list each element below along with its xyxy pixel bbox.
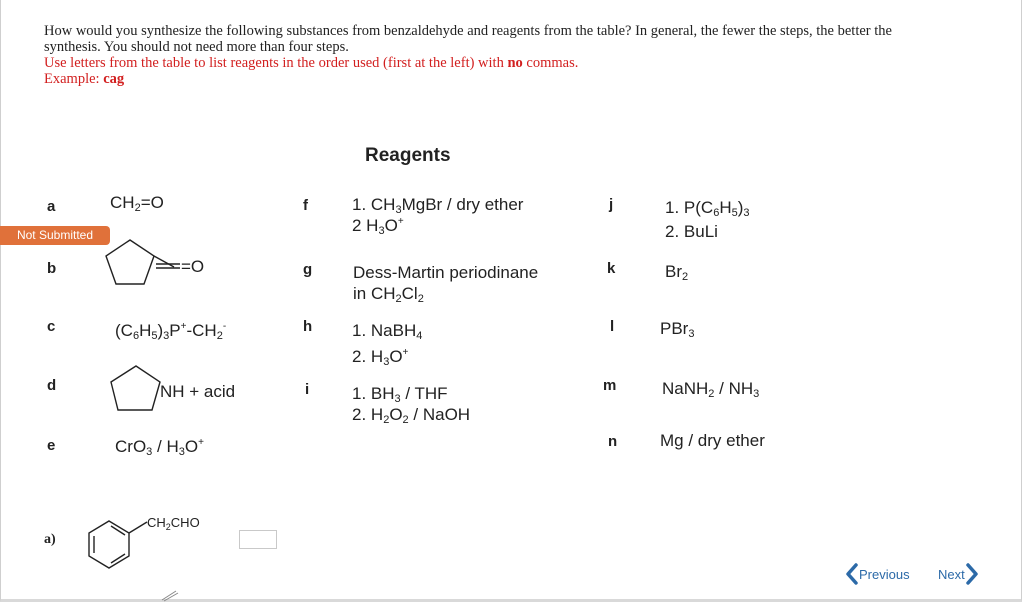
- chevron-left-icon: [845, 563, 859, 585]
- reagent-h: [352, 320, 422, 367]
- question-line-2: synthesis. You should not need more than four steps.: [44, 39, 349, 55]
- pyrrolidine-ring: [111, 366, 160, 410]
- reagents-title: Reagents: [365, 145, 451, 166]
- letter-e: e: [47, 437, 56, 454]
- reagent-f-line-2: 2 $H_3O^+$: [352, 216, 404, 237]
- cyclopentane-ring: [106, 240, 154, 284]
- letter-h: h: [303, 318, 313, 335]
- reagent-j-line-2: 2. BuLi: [665, 222, 718, 241]
- next-label: Next: [938, 566, 965, 582]
- answer-input-a[interactable]: [239, 530, 277, 549]
- reagent-k: $Br_2$: [665, 262, 689, 283]
- reagent-i-line-2: 2. $H_2O_2$ / NaOH: [352, 405, 471, 426]
- reagent-l: PBr$_3$: [660, 319, 695, 340]
- previous-button[interactable]: [845, 563, 910, 585]
- reagent-b-oxygen: =O: [181, 257, 205, 276]
- reagent-h-line-2: 2. $H_3O^+$: [352, 347, 409, 368]
- letter-n: n: [608, 433, 618, 450]
- letter-i: i: [305, 381, 310, 398]
- example-line: [44, 71, 944, 87]
- question-line-1: How would you synthesize the following substances from benzaldehyde and reagents from the table? In general, the fewer the steps, the better the: [44, 23, 892, 39]
- reagent-n: Mg / dry ether: [660, 431, 765, 450]
- reagent-g-line-1: Dess-Martin periodinane: [353, 263, 539, 282]
- reagent-g: [353, 262, 538, 304]
- previous-label: Previous: [859, 566, 910, 582]
- letter-g: g: [303, 261, 313, 278]
- letter-c: c: [47, 318, 56, 335]
- instruction-prefix: Use letters from the table to list reagents in the order used (first at the left) with: [44, 55, 508, 71]
- next-button[interactable]: [938, 563, 979, 585]
- reagent-j: [665, 197, 750, 242]
- letter-d: d: [47, 377, 57, 394]
- letter-j: j: [609, 196, 614, 213]
- example-prefix: Example:: [44, 71, 104, 87]
- reagent-m: NaNH$_2$ / $NH_3$: [662, 379, 760, 400]
- reagent-b-structure: [104, 236, 224, 296]
- letter-f: f: [303, 197, 308, 214]
- problem-a-substituent: $CH_2CHO$: [147, 515, 200, 532]
- reagent-a: $CH_2=O$: [110, 193, 164, 214]
- letter-l: l: [610, 318, 615, 335]
- instruction-line: [44, 55, 944, 71]
- letter-b: b: [47, 260, 57, 277]
- problem-a-label: a): [44, 532, 56, 547]
- reagent-d-structure: [108, 362, 168, 420]
- question-text: [44, 23, 944, 87]
- reagent-j-line-1: 1. $P(C_6H_5)_3$: [665, 198, 750, 219]
- reagent-d: NH + acid: [160, 382, 236, 401]
- reagent-h-line-1: 1. NaBH$_4$: [352, 321, 423, 342]
- status-badge: Not Submitted: [0, 226, 110, 245]
- instruction-bold: no: [507, 55, 523, 71]
- substituent-bond: [129, 522, 147, 533]
- reagent-i: [352, 383, 470, 425]
- benzene-ring: [89, 521, 129, 568]
- reagent-e: $CrO_3 / H_3O^+$: [115, 437, 204, 458]
- reagent-i-line-1: 1. $BH_3$ / THF: [352, 384, 448, 405]
- instruction-suffix: commas.: [522, 55, 579, 71]
- reagent-c: $(C_6H_5)_3P^+-CH_2^-$: [115, 321, 227, 342]
- reagent-f: [352, 194, 523, 236]
- reagent-g-line-2: in $CH_2Cl_2$: [353, 284, 424, 305]
- pencil-cursor-icon: [160, 588, 180, 602]
- example-value: cag: [103, 71, 125, 87]
- reagent-f-line-1: 1. $CH_3MgBr$ / dry ether: [352, 195, 524, 216]
- letter-m: m: [603, 377, 617, 394]
- chevron-right-icon: [965, 563, 979, 585]
- letter-a: a: [47, 198, 56, 215]
- letter-k: k: [607, 260, 616, 277]
